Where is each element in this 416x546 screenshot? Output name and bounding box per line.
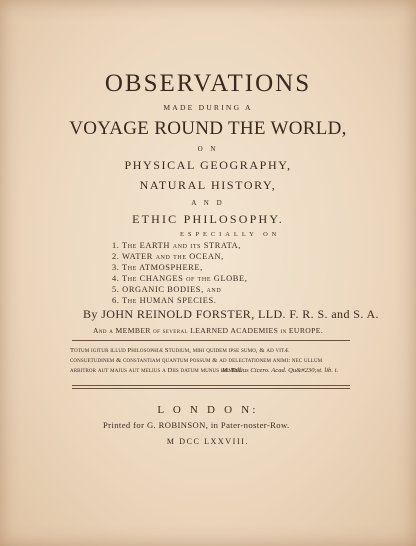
- publication-year: M DCC LXXVIII.: [166, 437, 250, 446]
- subtitle-made-during: MADE DURING A: [163, 103, 253, 112]
- subtitle-voyage: VOYAGE ROUND THE WORLD,: [69, 118, 347, 139]
- list-item: 6. The HUMAN SPECIES.: [112, 295, 217, 305]
- divider: [72, 385, 350, 386]
- subject-ethic-philosophy: ETHIC PHILOSOPHY.: [132, 212, 284, 226]
- list-item: 5. ORGANIC BODIES, and: [112, 284, 222, 294]
- subject-physical-geography: PHYSICAL GEOGRAPHY,: [124, 158, 292, 172]
- list-item: 4. The CHANGES of the GLOBE,: [112, 273, 248, 283]
- subject-natural-history: NATURAL HISTORY,: [139, 178, 277, 192]
- quote-citation: M. Tullius Cicero. Acad. Qu&#230;st. lib. i.: [222, 367, 339, 374]
- list-item: 2. WATER and the OCEAN,: [112, 251, 224, 261]
- book-title: OBSERVATIONS: [104, 70, 312, 97]
- word-and: A N D: [191, 199, 225, 207]
- word-on: O N: [197, 145, 219, 153]
- topic-list: [112, 241, 247, 306]
- quote-line: Totum igitur illud Philosophiæ Studium, mihi quidem ipse sumo, & ad vitæ: [70, 347, 289, 354]
- place-of-publication: L O N D O N:: [157, 404, 259, 416]
- divider: [72, 340, 350, 341]
- quote-line: consuetudinem & constantiam quantum possum & ad delectationem animi: nec ullum: [70, 356, 323, 364]
- author-line: By JOHN REINOLD FORSTER, LLD. F. R. S. and S. A.: [83, 307, 379, 321]
- divider: [72, 388, 350, 389]
- list-item: 3. The ATMOSPHERE,: [112, 262, 203, 272]
- quote-line: arbitror aut majus aut melius a Diis datum munus homini.: [70, 366, 242, 374]
- author-affiliation: And a MEMBER of several LEARNED ACADEMIES in EUROPE.: [93, 326, 324, 335]
- list-item: 1. The EARTH and its STRATA,: [112, 241, 241, 250]
- especially-on: ESPECIALLY ON: [180, 231, 281, 238]
- printer-line: Printed for G. ROBINSON, in Pater-noster-Row.: [103, 420, 290, 430]
